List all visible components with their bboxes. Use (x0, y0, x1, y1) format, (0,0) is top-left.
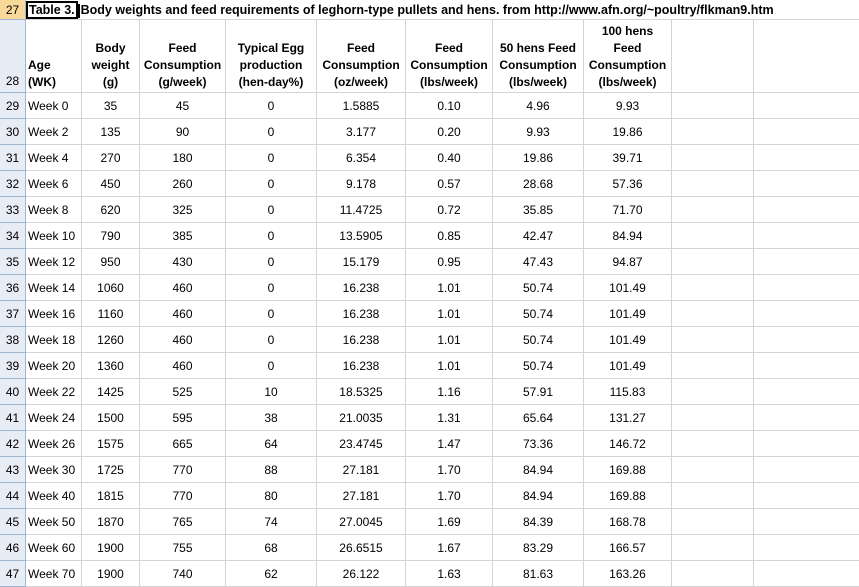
row-header[interactable]: 29 (0, 93, 26, 119)
feed-50-hens-cell[interactable]: 47.43 (493, 249, 584, 275)
feed-g-cell[interactable]: 740 (140, 561, 226, 587)
feed-100-hens-cell[interactable]: 169.88 (584, 483, 672, 509)
age-cell[interactable]: Week 60 (26, 535, 82, 561)
body-weight-cell[interactable]: 950 (82, 249, 140, 275)
feed-100-hens-cell[interactable]: 101.49 (584, 327, 672, 353)
header-text-line: Feed (346, 41, 375, 55)
feed-lbs-cell[interactable]: 0.85 (406, 223, 493, 249)
header-text-line: Consumption (499, 58, 577, 72)
table-row (0, 327, 859, 353)
egg-production-cell[interactable]: 0 (226, 275, 317, 301)
empty-cell[interactable] (754, 119, 859, 145)
feed-lbs-cell[interactable]: 1.01 (406, 327, 493, 353)
empty-cell[interactable] (672, 275, 754, 301)
body-weight-cell[interactable]: 1575 (82, 431, 140, 457)
header-text-line: Age (28, 58, 51, 72)
feed-oz-cell[interactable]: 16.238 (317, 353, 406, 379)
egg-production-cell[interactable]: 0 (226, 249, 317, 275)
feed-oz-cell[interactable]: 26.122 (317, 561, 406, 587)
feed-50-hens-cell[interactable]: 19.86 (493, 145, 584, 171)
empty-cell[interactable] (672, 431, 754, 457)
empty-cell[interactable] (754, 509, 859, 535)
feed-oz-cell[interactable]: 16.238 (317, 301, 406, 327)
row-header[interactable]: 39 (0, 353, 26, 379)
feed-50-hens-cell[interactable]: 81.63 (493, 561, 584, 587)
selected-cell-label[interactable]: Table 3. (26, 1, 78, 19)
feed-50-hens-cell[interactable]: 50.74 (493, 301, 584, 327)
table-row (0, 457, 859, 483)
feed-g-cell[interactable]: 460 (140, 353, 226, 379)
body-weight-cell[interactable]: 35 (82, 93, 140, 119)
feed-lbs-cell[interactable]: 1.01 (406, 301, 493, 327)
feed-100-hens-cell[interactable]: 115.83 (584, 379, 672, 405)
feed-lbs-cell[interactable]: 1.63 (406, 561, 493, 587)
feed-100-hens-cell[interactable]: 168.78 (584, 509, 672, 535)
body-weight-cell[interactable]: 1160 (82, 301, 140, 327)
feed-g-cell[interactable]: 325 (140, 197, 226, 223)
feed-g-cell[interactable]: 180 (140, 145, 226, 171)
empty-cell[interactable] (754, 353, 859, 379)
row-header[interactable]: 28 (0, 20, 26, 93)
header-row (0, 20, 859, 93)
age-cell[interactable]: Week 6 (26, 171, 82, 197)
feed-100-hens-cell[interactable]: 71.70 (584, 197, 672, 223)
feed-oz-cell[interactable]: 26.6515 (317, 535, 406, 561)
table-row (0, 483, 859, 509)
table-row (0, 379, 859, 405)
row-header[interactable]: 41 (0, 405, 26, 431)
age-col-header[interactable] (26, 20, 82, 93)
empty-cell[interactable] (672, 93, 754, 119)
empty-cell[interactable] (754, 379, 859, 405)
feed-g-cell[interactable]: 45 (140, 93, 226, 119)
feed-100-hens-col-header[interactable] (584, 20, 672, 93)
age-cell[interactable]: Week 0 (26, 93, 82, 119)
feed-g-col-header[interactable] (140, 20, 226, 93)
header-text-line: Feed (168, 41, 197, 55)
egg-production-cell[interactable]: 62 (226, 561, 317, 587)
body-weight-cell[interactable]: 1900 (82, 561, 140, 587)
body-weight-cell[interactable]: 1500 (82, 405, 140, 431)
body-weight-cell[interactable]: 790 (82, 223, 140, 249)
empty-cell[interactable] (754, 223, 859, 249)
row-header[interactable]: 46 (0, 535, 26, 561)
feed-50-hens-cell[interactable]: 35.85 (493, 197, 584, 223)
egg-production-cell[interactable]: 0 (226, 301, 317, 327)
feed-g-cell[interactable]: 765 (140, 509, 226, 535)
age-cell[interactable]: Week 12 (26, 249, 82, 275)
header-text-line: Consumption (410, 58, 488, 72)
empty-cell[interactable] (754, 483, 859, 509)
age-cell[interactable]: Week 70 (26, 561, 82, 587)
empty-cell[interactable] (754, 327, 859, 353)
row-header[interactable]: 33 (0, 197, 26, 223)
empty-cell[interactable] (672, 405, 754, 431)
body-weight-cell[interactable]: 1725 (82, 457, 140, 483)
feed-lbs-cell[interactable]: 0.57 (406, 171, 493, 197)
feed-50-hens-cell[interactable]: 42.47 (493, 223, 584, 249)
egg-production-cell[interactable]: 0 (226, 223, 317, 249)
empty-cell[interactable] (672, 483, 754, 509)
feed-100-hens-cell[interactable]: 131.27 (584, 405, 672, 431)
feed-oz-cell[interactable]: 3.177 (317, 119, 406, 145)
egg-production-cell[interactable]: 10 (226, 379, 317, 405)
header-text-line: Consumption (588, 58, 667, 72)
feed-100-hens-cell[interactable]: 101.49 (584, 301, 672, 327)
feed-g-cell[interactable]: 770 (140, 483, 226, 509)
feed-100-hens-cell[interactable]: 39.71 (584, 145, 672, 171)
empty-cell[interactable] (754, 197, 859, 223)
age-cell[interactable]: Week 26 (26, 431, 82, 457)
feed-oz-cell[interactable]: 11.4725 (317, 197, 406, 223)
empty-cell[interactable] (672, 301, 754, 327)
feed-g-cell[interactable]: 755 (140, 535, 226, 561)
feed-oz-cell[interactable]: 27.181 (317, 483, 406, 509)
empty-cell[interactable] (754, 145, 859, 171)
egg-production-cell[interactable]: 0 (226, 197, 317, 223)
row-header[interactable]: 40 (0, 379, 26, 405)
egg-production-cell[interactable]: 68 (226, 535, 317, 561)
feed-oz-cell[interactable]: 27.0045 (317, 509, 406, 535)
empty-cell[interactable] (754, 405, 859, 431)
empty-cell[interactable] (672, 20, 754, 93)
body-weight-cell[interactable]: 135 (82, 119, 140, 145)
egg-production-cell[interactable]: 64 (226, 431, 317, 457)
feed-oz-cell[interactable]: 1.5885 (317, 93, 406, 119)
empty-cell[interactable] (672, 457, 754, 483)
header-text-line: (oz/week) (333, 75, 388, 89)
row-header[interactable]: 30 (0, 119, 26, 145)
row-header[interactable]: 27 (0, 0, 26, 20)
feed-50-hens-cell[interactable]: 50.74 (493, 275, 584, 301)
table-row (0, 301, 859, 327)
feed-50-hens-cell[interactable]: 50.74 (493, 353, 584, 379)
header-text-line: weight (91, 58, 130, 72)
empty-cell[interactable] (672, 561, 754, 587)
table-row (0, 509, 859, 535)
feed-lbs-cell[interactable]: 0.20 (406, 119, 493, 145)
egg-production-cell[interactable]: 38 (226, 405, 317, 431)
empty-cell[interactable] (754, 20, 859, 93)
table-row (0, 405, 859, 431)
feed-g-cell[interactable]: 90 (140, 119, 226, 145)
feed-g-cell[interactable]: 595 (140, 405, 226, 431)
feed-lbs-cell[interactable]: 1.01 (406, 275, 493, 301)
empty-cell[interactable] (754, 301, 859, 327)
feed-oz-cell[interactable]: 6.354 (317, 145, 406, 171)
feed-oz-cell[interactable]: 23.4745 (317, 431, 406, 457)
feed-g-cell[interactable]: 460 (140, 301, 226, 327)
feed-50-hens-cell[interactable]: 57.91 (493, 379, 584, 405)
body-weight-cell[interactable]: 1425 (82, 379, 140, 405)
feed-100-hens-cell[interactable]: 57.36 (584, 171, 672, 197)
empty-cell[interactable] (672, 249, 754, 275)
empty-cell[interactable] (672, 171, 754, 197)
header-text-line: (lbs/week) (598, 75, 657, 89)
title-row (0, 0, 859, 20)
feed-100-hens-cell[interactable]: 19.86 (584, 119, 672, 145)
feed-50-hens-cell[interactable]: 50.74 (493, 327, 584, 353)
row-header[interactable]: 32 (0, 171, 26, 197)
feed-100-hens-cell[interactable]: 84.94 (584, 223, 672, 249)
egg-production-cell[interactable]: 80 (226, 483, 317, 509)
empty-cell[interactable] (672, 327, 754, 353)
feed-lbs-cell[interactable]: 0.40 (406, 145, 493, 171)
row-header[interactable]: 44 (0, 483, 26, 509)
feed-g-cell[interactable]: 260 (140, 171, 226, 197)
empty-cell[interactable] (754, 93, 859, 119)
table-row (0, 535, 859, 561)
header-text-line: (lbs/week) (508, 75, 568, 89)
egg-production-cell[interactable]: 0 (226, 353, 317, 379)
age-cell[interactable]: Week 4 (26, 145, 82, 171)
empty-cell[interactable] (754, 275, 859, 301)
table-row (0, 119, 859, 145)
body-weight-cell[interactable]: 1815 (82, 483, 140, 509)
body-weight-cell[interactable]: 1260 (82, 327, 140, 353)
feed-oz-cell[interactable]: 16.238 (317, 275, 406, 301)
feed-lbs-cell[interactable]: 0.95 (406, 249, 493, 275)
row-header[interactable]: 45 (0, 509, 26, 535)
empty-cell[interactable] (754, 457, 859, 483)
body-weight-col-header[interactable] (82, 20, 140, 93)
empty-cell[interactable] (754, 249, 859, 275)
feed-lbs-cell[interactable]: 1.01 (406, 353, 493, 379)
row-header[interactable]: 37 (0, 301, 26, 327)
feed-100-hens-cell[interactable]: 9.93 (584, 93, 672, 119)
egg-production-cell[interactable]: 88 (226, 457, 317, 483)
feed-100-hens-cell[interactable]: 169.88 (584, 457, 672, 483)
feed-g-cell[interactable]: 430 (140, 249, 226, 275)
header-text-line: (g/week) (158, 75, 207, 89)
table-row (0, 223, 859, 249)
table-row (0, 93, 859, 119)
age-cell[interactable]: Week 30 (26, 457, 82, 483)
empty-cell[interactable] (754, 561, 859, 587)
table-row (0, 197, 859, 223)
feed-50-hens-cell[interactable]: 28.68 (493, 171, 584, 197)
feed-50-hens-cell[interactable]: 65.64 (493, 405, 584, 431)
feed-50-hens-cell[interactable]: 73.36 (493, 431, 584, 457)
feed-lbs-cell[interactable]: 1.70 (406, 483, 493, 509)
empty-cell[interactable] (754, 171, 859, 197)
feed-oz-cell[interactable]: 21.0035 (317, 405, 406, 431)
feed-g-cell[interactable]: 460 (140, 327, 226, 353)
table-row (0, 145, 859, 171)
table-row (0, 275, 859, 301)
feed-50-hens-cell[interactable]: 84.94 (493, 483, 584, 509)
feed-g-cell[interactable]: 385 (140, 223, 226, 249)
empty-cell[interactable] (672, 353, 754, 379)
feed-oz-cell[interactable]: 18.5325 (317, 379, 406, 405)
feed-oz-cell[interactable]: 27.181 (317, 457, 406, 483)
feed-lbs-cell[interactable]: 1.69 (406, 509, 493, 535)
header-text-line: Typical Egg (237, 41, 305, 55)
empty-cell[interactable] (672, 197, 754, 223)
egg-production-cell[interactable]: 0 (226, 119, 317, 145)
age-cell[interactable]: Week 2 (26, 119, 82, 145)
table-row (0, 249, 859, 275)
header-text-line: Feed (434, 41, 463, 55)
header-text-line: (g) (102, 75, 119, 89)
age-cell[interactable]: Week 14 (26, 275, 82, 301)
body-weight-cell[interactable]: 1060 (82, 275, 140, 301)
table-row (0, 353, 859, 379)
row-header[interactable]: 31 (0, 145, 26, 171)
feed-lbs-cell[interactable]: 1.67 (406, 535, 493, 561)
feed-50-hens-cell[interactable]: 83.29 (493, 535, 584, 561)
empty-cell[interactable] (672, 379, 754, 405)
feed-lbs-cell[interactable]: 1.16 (406, 379, 493, 405)
body-weight-cell[interactable]: 620 (82, 197, 140, 223)
row-header[interactable]: 38 (0, 327, 26, 353)
empty-cell[interactable] (672, 223, 754, 249)
feed-g-cell[interactable]: 525 (140, 379, 226, 405)
feed-100-hens-cell[interactable]: 94.87 (584, 249, 672, 275)
feed-lbs-cell[interactable]: 1.70 (406, 457, 493, 483)
feed-oz-col-header[interactable] (317, 20, 406, 93)
row-header[interactable]: 47 (0, 561, 26, 587)
header-text-line: 50 hens Feed (499, 41, 577, 55)
feed-50-hens-cell[interactable]: 4.96 (493, 93, 584, 119)
feed-oz-cell[interactable]: 9.178 (317, 171, 406, 197)
age-cell[interactable]: Week 50 (26, 509, 82, 535)
header-text-line: Consumption (322, 58, 400, 72)
feed-50-hens-cell[interactable]: 84.94 (493, 457, 584, 483)
table-row (0, 431, 859, 457)
title-text: Body weights and feed requirements of leghorn-type pullets and hens. from http://www.afn.org/~poultry/flkman9.htm (80, 2, 774, 17)
empty-cell[interactable] (754, 535, 859, 561)
feed-lbs-cell[interactable]: 0.10 (406, 93, 493, 119)
feed-50-hens-cell[interactable]: 9.93 (493, 119, 584, 145)
feed-oz-cell[interactable]: 16.238 (317, 327, 406, 353)
feed-g-cell[interactable]: 770 (140, 457, 226, 483)
age-cell[interactable]: Week 10 (26, 223, 82, 249)
feed-lbs-cell[interactable]: 0.72 (406, 197, 493, 223)
empty-cell[interactable] (672, 535, 754, 561)
table-row (0, 561, 859, 587)
text-cursor (78, 4, 80, 18)
header-text-line: (lbs/week) (419, 75, 479, 89)
egg-production-cell[interactable]: 74 (226, 509, 317, 535)
body-weight-cell[interactable]: 1870 (82, 509, 140, 535)
body-weight-cell[interactable]: 1360 (82, 353, 140, 379)
body-weight-cell[interactable]: 450 (82, 171, 140, 197)
title-cell[interactable] (26, 0, 859, 20)
empty-cell[interactable] (672, 119, 754, 145)
feed-oz-cell[interactable]: 15.179 (317, 249, 406, 275)
header-text-line: (hen-day%) (238, 75, 304, 89)
age-cell[interactable]: Week 16 (26, 301, 82, 327)
feed-lbs-cell[interactable]: 1.47 (406, 431, 493, 457)
header-text-line: Consumption (143, 58, 222, 72)
egg-production-cell[interactable]: 0 (226, 93, 317, 119)
feed-100-hens-cell[interactable]: 166.57 (584, 535, 672, 561)
row-header[interactable]: 36 (0, 275, 26, 301)
feed-100-hens-cell[interactable]: 101.49 (584, 275, 672, 301)
feed-g-cell[interactable]: 460 (140, 275, 226, 301)
row-header[interactable]: 35 (0, 249, 26, 275)
row-header[interactable]: 42 (0, 431, 26, 457)
age-cell[interactable]: Week 22 (26, 379, 82, 405)
header-text-line: Body (95, 41, 126, 55)
feed-100-hens-cell[interactable]: 146.72 (584, 431, 672, 457)
age-cell[interactable]: Week 8 (26, 197, 82, 223)
feed-lbs-col-header[interactable] (406, 20, 493, 93)
header-text-line: (WK) (28, 75, 56, 89)
empty-cell[interactable] (672, 145, 754, 171)
age-cell[interactable]: Week 20 (26, 353, 82, 379)
age-cell[interactable]: Week 40 (26, 483, 82, 509)
feed-50-hens-col-header[interactable] (493, 20, 584, 93)
age-cell[interactable]: Week 18 (26, 327, 82, 353)
row-header[interactable]: 34 (0, 223, 26, 249)
empty-cell[interactable] (754, 431, 859, 457)
header-text-line: Feed (613, 41, 642, 55)
table-row (0, 171, 859, 197)
feed-oz-cell[interactable]: 13.5905 (317, 223, 406, 249)
feed-100-hens-cell[interactable]: 163.26 (584, 561, 672, 587)
header-text-line: production (239, 58, 303, 72)
egg-production-cell[interactable]: 0 (226, 327, 317, 353)
feed-50-hens-cell[interactable]: 84.39 (493, 509, 584, 535)
body-weight-cell[interactable]: 1900 (82, 535, 140, 561)
age-cell[interactable]: Week 24 (26, 405, 82, 431)
header-text-line: 100 hens (601, 24, 654, 38)
egg-production-cell[interactable]: 0 (226, 171, 317, 197)
feed-100-hens-cell[interactable]: 101.49 (584, 353, 672, 379)
body-weight-cell[interactable]: 270 (82, 145, 140, 171)
empty-cell[interactable] (672, 509, 754, 535)
egg-production-col-header[interactable] (226, 20, 317, 93)
feed-g-cell[interactable]: 665 (140, 431, 226, 457)
row-header[interactable]: 43 (0, 457, 26, 483)
egg-production-cell[interactable]: 0 (226, 145, 317, 171)
feed-lbs-cell[interactable]: 1.31 (406, 405, 493, 431)
